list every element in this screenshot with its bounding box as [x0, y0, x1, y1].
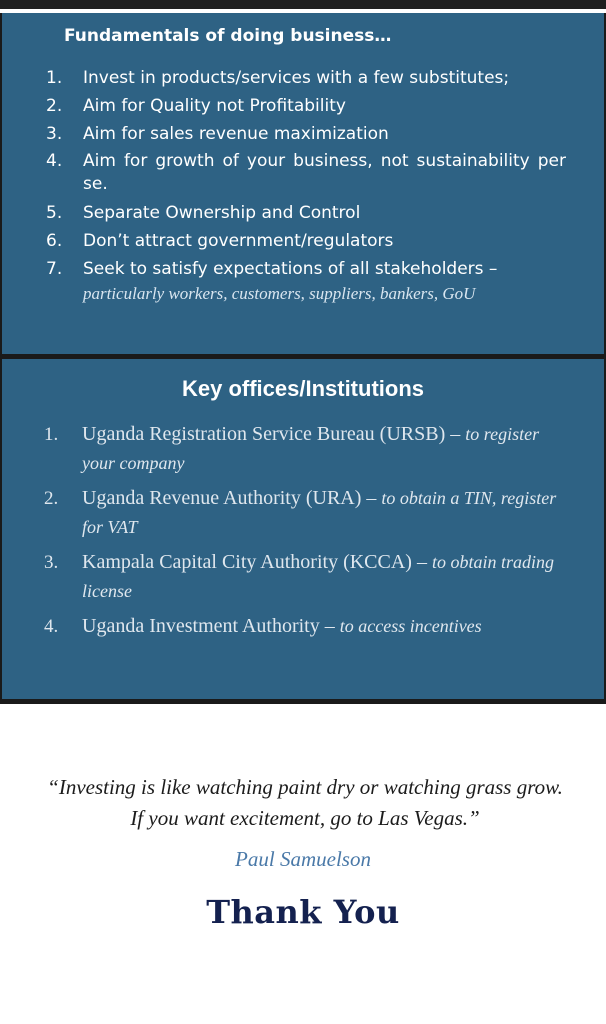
institution-note: to access incentives [339, 616, 482, 636]
institution-note: to obtain a TIN, register for VAT [82, 488, 557, 537]
institution-name: Kampala Capital City Authority (KCCA) – [82, 551, 427, 573]
list-item: 1. Uganda Registration Service Bureau (URSB) – to register your company [44, 423, 540, 473]
institution-name: Uganda Revenue Authority (URA) – [82, 487, 377, 509]
list-item: 7. Seek to satisfy expectations of all stakeholders – particularly workers, customers, suppliers, bankers, GoU [46, 255, 566, 305]
list-item: 6. Don’t attract government/regulators [46, 231, 394, 251]
list-item: 3. Kampala Capital City Authority (KCCA) – to obtain trading license [44, 551, 554, 601]
institution-note: to register your company [82, 424, 540, 473]
list-item: 1. Invest in products/services with a few substitutes; [46, 68, 510, 88]
fundamentals-title: Fundamentals of doing business… [64, 26, 392, 46]
quote-author: Paul Samuelson [235, 847, 371, 871]
list-item: 5. Separate Ownership and Control [46, 203, 361, 223]
stakeholders-note: particularly workers, customers, suppliers, bankers, GoU [83, 284, 476, 303]
institutions-list [44, 420, 564, 647]
list-item: 4. Uganda Investment Authority – to access incentives [44, 615, 482, 637]
institution-note: to obtain trading license [82, 552, 554, 601]
institution-name: Uganda Registration Service Bureau (URSB) – [82, 423, 461, 445]
institution-name: Uganda Investment Authority – [82, 615, 335, 637]
top-border [0, 0, 606, 9]
list-item: 4. Aim for growth of your business, not sustainability per se. [46, 151, 566, 194]
institutions-title: Key offices/Institutions [181, 376, 425, 401]
panel-divider [0, 699, 606, 704]
list-item: 2. Uganda Revenue Authority (URA) – to obtain a TIN, register for VAT [44, 487, 557, 537]
thank-you-heading: Thank You [206, 893, 400, 931]
fundamentals-list [46, 64, 566, 305]
list-item: 2. Aim for Quality not Profitability [46, 96, 346, 116]
list-item: 3. Aim for sales revenue maximization [46, 124, 389, 144]
quote-text: “Investing is like watching paint dry or watching grass grow. If you want excitement, go to Las Vegas.” [47, 775, 563, 830]
